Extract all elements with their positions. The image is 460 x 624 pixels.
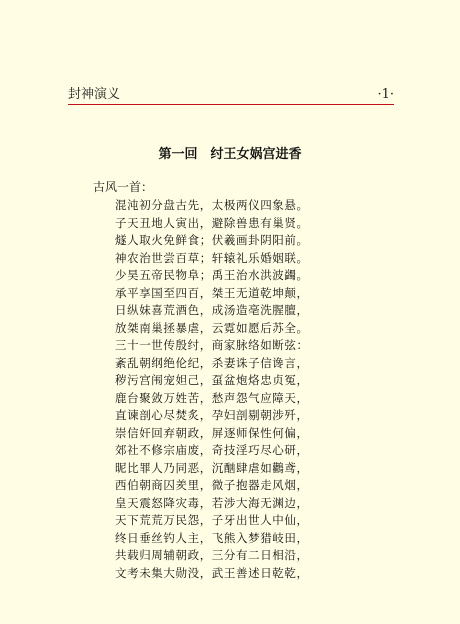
page-number: ·1· xyxy=(377,87,394,102)
poem-line: 燧人取火免鲜食；伏羲画卦阴阳前。 xyxy=(115,233,309,247)
header-divider xyxy=(68,104,394,105)
poem-line: 昵比罪人乃同恶，沉酗肆虐如鸛鸢， xyxy=(115,460,309,475)
poem-line: 西伯朝商囚羑里，微子抱器走风烟， xyxy=(115,478,309,492)
poem-line: 文考未集大勋没，武王善述日乾乾， xyxy=(115,565,309,580)
poem-line: 秽污宫闱宠妲己，虿盆炮烙忠贞冤， xyxy=(115,373,309,387)
poem-line: 郊社不修宗庙废，奇技淫巧尽心研， xyxy=(115,443,309,457)
poem-line: 少昊五帝民物阜；禹王治水洪波蠲。 xyxy=(115,268,309,282)
poem-line: 直谏剖心尽焚炙，孕妇剖剔朝涉歼， xyxy=(115,408,309,422)
poem-line: 子天丑地人寅出，避除兽患有巢贤。 xyxy=(115,215,309,230)
poem-line: 天下荒荒万民怨，子牙出世人中仙， xyxy=(115,513,309,527)
poem-intro: 古风一首： xyxy=(93,180,154,194)
poem-line: 承平享国至四百，桀王无道乾坤颠， xyxy=(115,285,309,300)
poem-line: 崇信奸回弃朝政，屏逐师保性何偏， xyxy=(115,425,309,440)
poem-line: 混沌初分盘古先，太极两仪四象悬。 xyxy=(115,198,309,212)
poem-line: 终日垂丝钓人主，飞熊入梦猎岐田， xyxy=(115,530,309,545)
poem-line: 三十一世传殷纣，商家脉络如断弦： xyxy=(115,338,309,352)
poem-line: 共载归周辅朝政，三分有二日相沿， xyxy=(115,548,309,562)
page-header xyxy=(68,88,394,106)
chapter-title: 第一回 纣王女娲宫进香 xyxy=(158,147,302,162)
poem-line: 鹿台聚敛万姓苦，愁声怨气应障天， xyxy=(115,390,309,405)
book-title: 封神演义 xyxy=(68,87,121,102)
poem-line: 神农治世尝百草；轩辕礼乐婚姻联。 xyxy=(115,250,309,265)
poem-line: 日纵妹喜荒酒色，成汤造亳洗腥膻， xyxy=(115,303,309,317)
poem-lines xyxy=(115,197,309,582)
poem-line: 皇天震怒降灾毒，若涉大海无渊边， xyxy=(115,495,309,510)
poem-line: 紊乱朝纲绝伦纪，杀妻诛子信谗言， xyxy=(115,355,309,370)
poem-line: 放桀南巢拯暴虐，云霓如愿后苏全。 xyxy=(115,320,309,335)
